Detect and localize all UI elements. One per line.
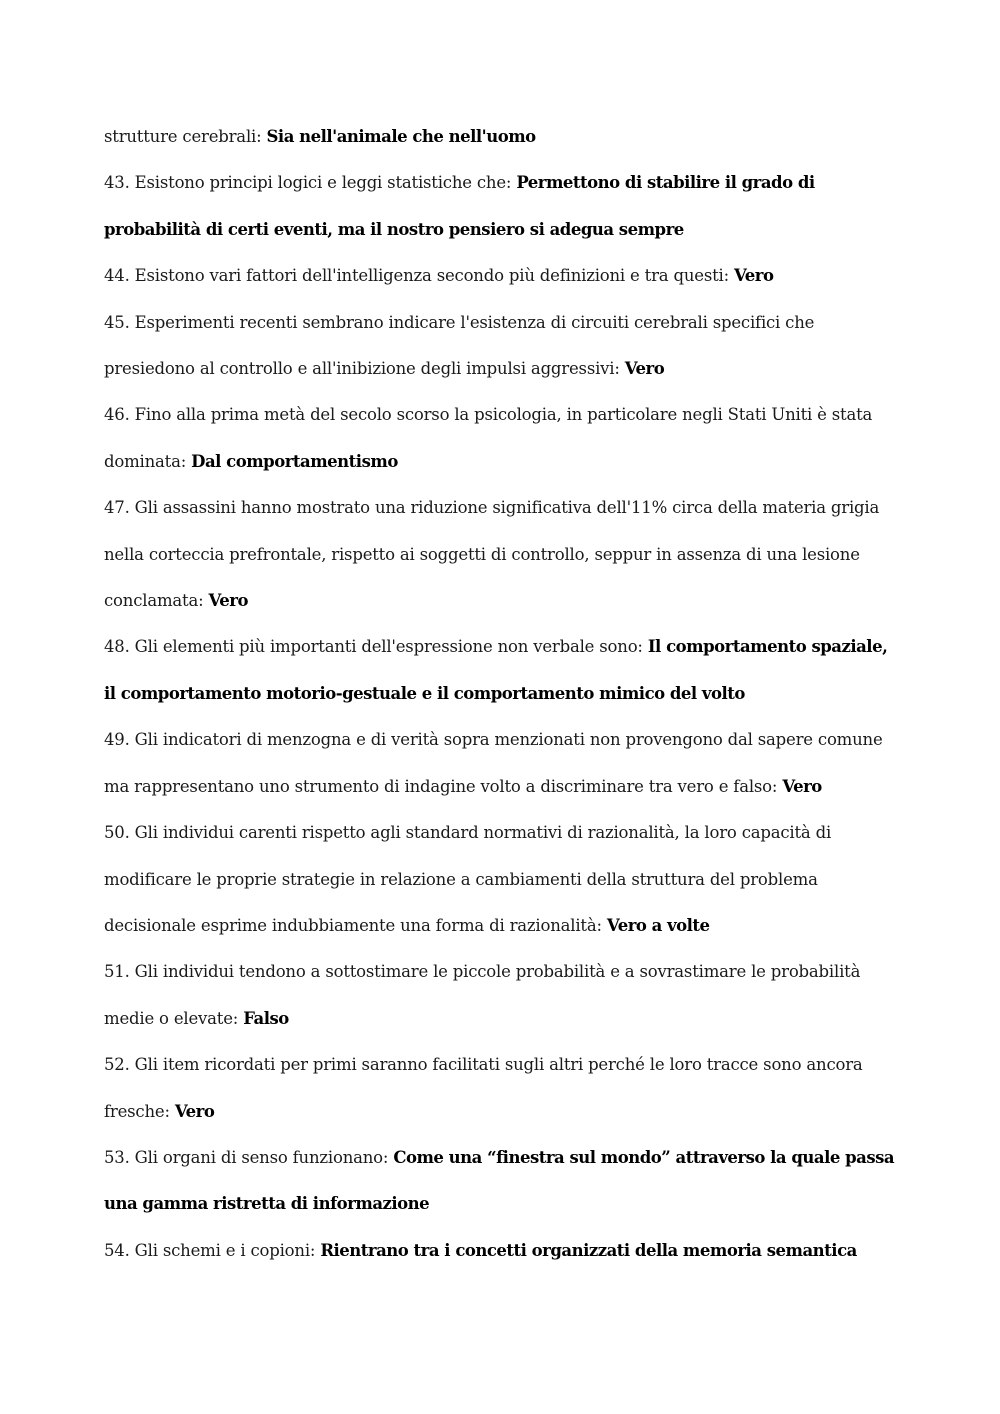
answer-text: Vero <box>208 591 248 611</box>
question-text: 44. Esistono vari fattori dell'intelligenza secondo più definizioni e tra questi: <box>104 266 735 286</box>
question-text: 43. Esistono principi logici e leggi statistiche che: <box>104 173 517 193</box>
answer-text: Permettono di stabilire il grado di probabilità di certi eventi, ma il nostro pensiero si adegua sempre <box>104 173 815 239</box>
qa-entry-51 <box>104 949 904 1042</box>
qa-entry-43 <box>104 160 904 253</box>
answer-text: Vero <box>782 776 822 796</box>
answer-text: Vero a volte <box>606 915 710 935</box>
question-text: 51. Gli individui tendono a sottostimare le piccole probabilità e a sovrastimare le probabilità medie o elevate: <box>104 962 861 1028</box>
question-text: 47. Gli assassini hanno mostrato una riduzione significativa dell'11% circa della materia grigia nella corteccia prefrontale, rispetto ai soggetti di controllo, seppur in assenza di una lesione conclamata: <box>104 498 880 611</box>
qa-entry-54 <box>104 1228 904 1274</box>
answer-text: Vero <box>174 1101 215 1121</box>
qa-entry-48 <box>104 624 904 717</box>
answer-text: Vero <box>734 266 774 286</box>
answer-text: Rientrano tra i concetti organizzati della memoria semantica <box>320 1240 857 1260</box>
qa-entry-53 <box>104 1135 904 1228</box>
qa-entry-49 <box>104 717 904 810</box>
answer-text: Il comportamento spaziale, il comportamento motorio-gestuale e il comportamento mimico del volto <box>104 637 888 703</box>
question-text: 49. Gli indicatori di menzogna e di verità sopra menzionati non provengono dal sapere comune ma rappresentano uno strumento di indagine volto a discriminare tra vero e falso: <box>104 730 883 796</box>
answer-text: Dal comportamentismo <box>191 451 398 471</box>
qa-entry-47 <box>104 485 904 624</box>
answer-text: Sia nell'animale che nell'uomo <box>266 127 536 146</box>
qa-entry-45 <box>104 300 904 393</box>
question-text: 53. Gli organi di senso funzionano: <box>104 1147 394 1167</box>
answer-text: Come una “finestra sul mondo” attraverso la quale passa una gamma ristretta di informazione <box>104 1147 895 1214</box>
qa-entry-44 <box>104 253 904 299</box>
answer-text: Vero <box>624 359 665 379</box>
question-text: 50. Gli individui carenti rispetto agli standard normativi di razionalità, la loro capacità di modificare le proprie strategie in relazione a cambiamenti della struttura del problema decisionale esprime indubbiamente una forma di razionalità: <box>104 823 832 935</box>
qa-entry-52 <box>104 1042 904 1135</box>
question-text: 48. Gli elementi più importanti dell'espressione non verbale sono: <box>104 637 648 657</box>
question-text: 52. Gli item ricordati per primi saranno facilitati sugli altri perché le loro tracce sono ancora fresche: <box>104 1055 863 1121</box>
qa-entry-50 <box>104 810 904 949</box>
qa-entry-42-continued <box>104 114 904 160</box>
document-page <box>104 114 904 1274</box>
question-text: 45. Esperimenti recenti sembrano indicare l'esistenza di circuiti cerebrali specifici che presiedono al controllo e all'inibizione degli impulsi aggressivi: <box>104 312 815 379</box>
answer-text: Falso <box>243 1008 289 1028</box>
question-text: strutture cerebrali: <box>104 127 267 146</box>
question-text: 54. Gli schemi e i copioni: <box>104 1240 321 1260</box>
qa-entry-46 <box>104 392 904 485</box>
question-text: 46. Fino alla prima metà del secolo scorso la psicologia, in particolare negli Stati Uniti è stata dominata: <box>104 405 873 471</box>
